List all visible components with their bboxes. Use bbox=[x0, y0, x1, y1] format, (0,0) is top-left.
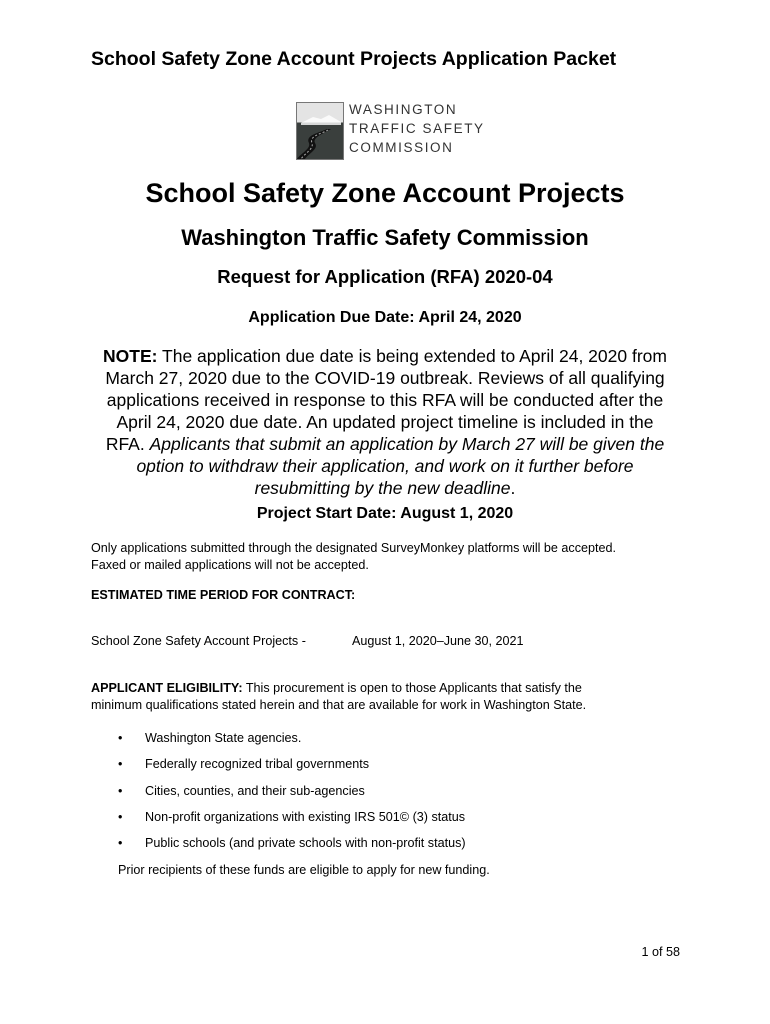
road-mountain-logo-icon bbox=[296, 102, 344, 160]
eligibility-line-2: minimum qualifications stated herein and that are available for work in Washington State. bbox=[91, 698, 587, 712]
eligibility-label: APPLICANT ELIGIBILITY: bbox=[91, 681, 243, 695]
period-heading: ESTIMATED TIME PERIOD FOR CONTRACT: bbox=[91, 588, 356, 602]
rfa-number: Request for Application (RFA) 2020-04 bbox=[217, 266, 553, 287]
eligibility-paragraph bbox=[91, 680, 586, 714]
submission-note bbox=[91, 540, 616, 574]
list-item-text: Non-profit organizations with existing IRS 501© (3) status bbox=[145, 810, 466, 824]
list-item-text: Cities, counties, and their sub-agencies bbox=[145, 784, 365, 798]
prior-recipients-note: Prior recipients of these funds are eligible to apply for new funding. bbox=[118, 863, 490, 877]
wtsc-logo bbox=[296, 100, 486, 162]
due-date: Application Due Date: April 24, 2020 bbox=[248, 309, 522, 326]
period-label: School Zone Safety Account Projects - bbox=[91, 634, 306, 648]
list-item-text: Washington State agencies. bbox=[145, 731, 302, 745]
document-title: School Safety Zone Account Projects bbox=[145, 178, 625, 208]
note-end: . bbox=[510, 478, 516, 498]
submission-line-2: Faxed or mailed applications will not be accepted. bbox=[91, 558, 369, 572]
logo-line-1: WASHINGTON bbox=[349, 102, 458, 117]
period-value: August 1, 2020–June 30, 2021 bbox=[352, 634, 524, 648]
document-subtitle: Washington Traffic Safety Commission bbox=[181, 225, 589, 250]
project-start-date: Project Start Date: August 1, 2020 bbox=[256, 505, 514, 522]
covid-note bbox=[95, 345, 675, 499]
logo-line-2: TRAFFIC SAFETY bbox=[349, 121, 485, 136]
submission-line-1: Only applications submitted through the designated SurveyMonkey platforms will be accepted. bbox=[91, 541, 617, 555]
eligibility-text: This procurement is open to those Applicants that satisfy the bbox=[242, 681, 582, 695]
page-number: 1 of 58 bbox=[641, 945, 680, 959]
page-header: School Safety Zone Account Projects Application Packet bbox=[91, 48, 617, 70]
note-text: The application due date is being extended to April 24, 2020 from March 27, 2020 due to the COVID-19 outbreak. Reviews of all qualifying applications received in response to this RFA will be conducted after the April 24, 2020 due date. An updated project timeline is included in the RFA. bbox=[105, 346, 667, 454]
note-label: NOTE: bbox=[103, 346, 158, 366]
list-item-text: Federally recognized tribal governments bbox=[145, 757, 370, 771]
note-italic: Applicants that submit an application by March 27 will be given the option to withdraw their application, and work on it further before resubmitting by the new deadline bbox=[136, 434, 665, 498]
logo-line-3: COMMISSION bbox=[349, 140, 454, 155]
list-item-text: Public schools (and private schools with non-profit status) bbox=[145, 836, 466, 850]
